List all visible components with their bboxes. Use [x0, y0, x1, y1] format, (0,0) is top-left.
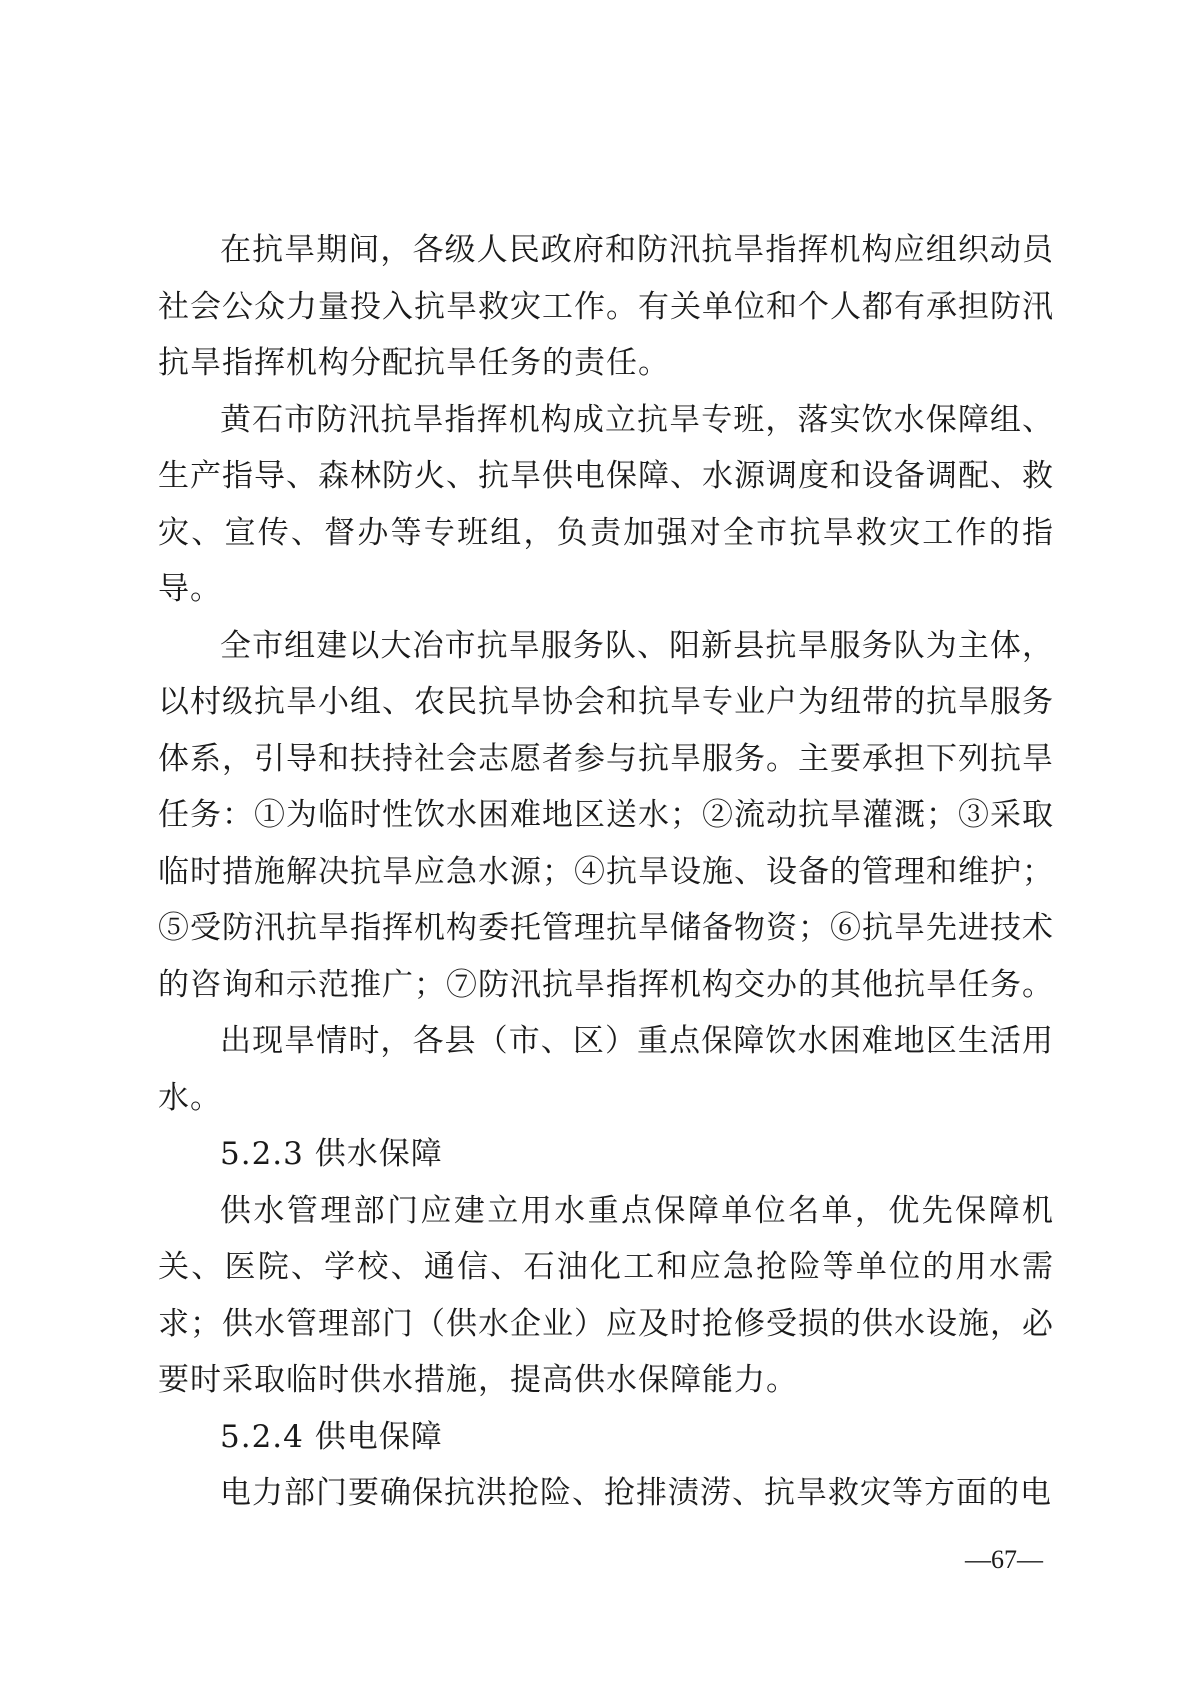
paragraph-drought-service-system: 全市组建以大冶市抗旱服务队、阳新县抗旱服务队为主体，以村级抗旱小组、农民抗旱协会和抗旱专业户为纽带的抗旱服务体系，引导和扶持社会志愿者参与抗旱服务。主要承担下列抗旱任务：①为临时性饮水困难地区送水；②流动抗旱灌溉；③采取临时措施解决抗旱应急水源；④抗旱设施、设备的管理和维护；⑤受防汛抗旱指挥机构委托管理抗旱储备物资；⑥抗旱先进技术的咨询和示范推广；⑦防汛抗旱指挥机构交办的其他抗旱任务。 [158, 627, 1054, 1003]
paragraph-drought-task-force: 黄石市防汛抗旱指挥机构成立抗旱专班，落实饮水保障组、生产指导、森林防火、抗旱供电保障、水源调度和设备调配、救灾、宣传、督办等专班组，负责加强对全市抗旱救灾工作的指导。 [158, 401, 1054, 607]
paragraph-water-supply: 供水管理部门应建立用水重点保障单位名单，优先保障机关、医院、学校、通信、石油化工和应急抢险等单位的用水需求；供水管理部门（供水企业）应及时抢修受损的供水设施，必要时采取临时供水措施，提高供水保障能力。 [158, 1192, 1054, 1398]
paragraph-drought-mobilization: 在抗旱期间，各级人民政府和防汛抗旱指挥机构应组织动员社会公众力量投入抗旱救灾工作。有关单位和个人都有承担防汛抗旱指挥机构分配抗旱任务的责任。 [158, 232, 1054, 381]
paragraph-drinking-water-priority: 出现旱情时，各县（市、区）重点保障饮水困难地区生活用水。 [158, 1023, 1054, 1116]
section-heading-water-supply: 5.2.3 供水保障 [220, 1136, 443, 1172]
section-heading-power-supply: 5.2.4 供电保障 [220, 1418, 443, 1455]
paragraph-power-supply: 电力部门要确保抗洪抢险、抢排渍涝、抗旱救灾等方面的电 [220, 1475, 1052, 1511]
page-number: —67— [965, 1545, 1043, 1574]
document-body [158, 222, 1054, 1522]
